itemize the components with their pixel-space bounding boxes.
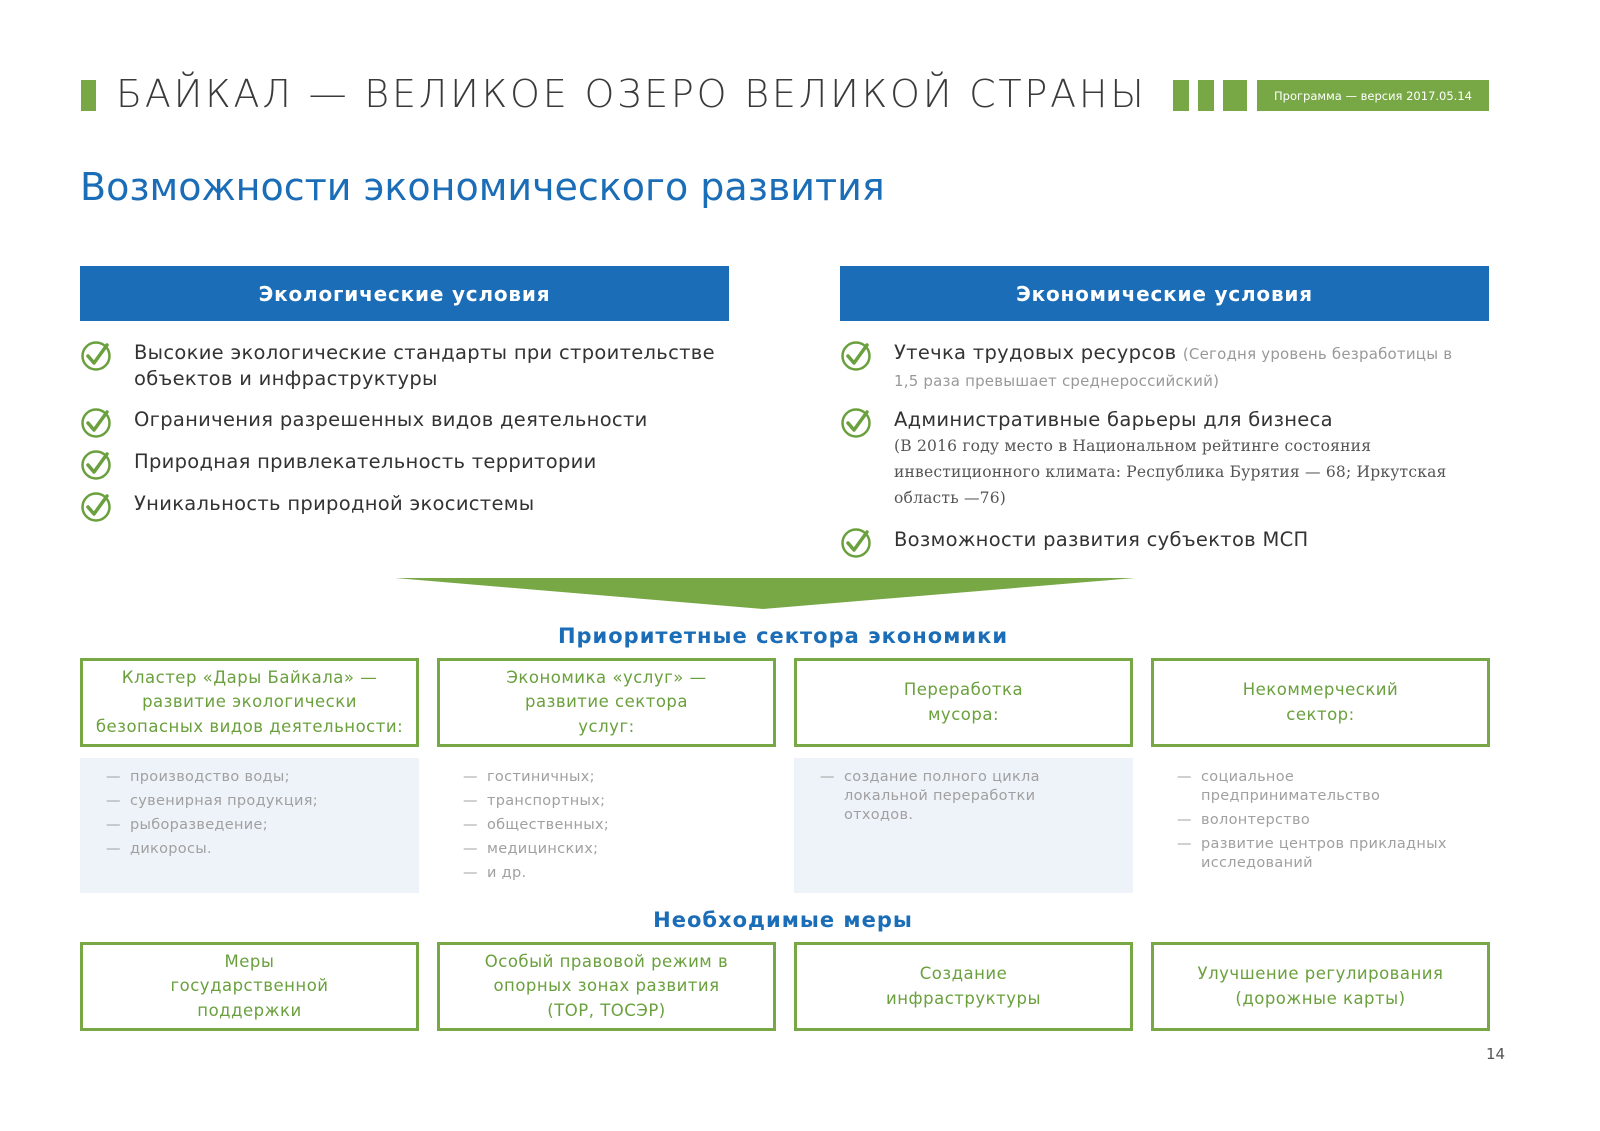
list-item: — дикоросы.: [106, 841, 212, 857]
check-icon: [80, 407, 112, 439]
measure-text: Улучшение регулирования (дорожные карты): [1197, 964, 1444, 1008]
sector-title: Некоммерческий сектор:: [1242, 680, 1399, 724]
page-number: 14: [1486, 1045, 1506, 1063]
eco-condition-item: [80, 407, 740, 439]
measure-text: Меры государственной поддержки: [170, 951, 329, 1020]
econ-condition-note: (В 2016 году место в Национальном рейтинге состояния инвестиционного климата: Республика Бурятия — 68; Иркутская область —76): [894, 437, 1447, 507]
eco-condition-item: [80, 491, 740, 523]
list-item: — сувенирная продукция;: [106, 793, 318, 809]
measure-box: [1151, 942, 1490, 1031]
check-icon: [80, 491, 112, 523]
down-arrow-icon: [395, 578, 1135, 610]
header-square-3: [1223, 80, 1247, 111]
list-item: — общественных;: [463, 817, 610, 833]
econ-condition-item: [840, 340, 1480, 394]
sector-box: [1151, 658, 1490, 747]
list-item: — медицинских;: [463, 841, 599, 857]
measure-text: Особый правовой режим в опорных зонах развития (ТОР, ТОСЭР): [484, 951, 729, 1020]
required-measures-title: Необходимые меры: [653, 908, 913, 932]
sector-title: Экономика «услуг» — развитие сектора услуг:: [506, 667, 707, 736]
sector-list: [437, 758, 776, 893]
measure-text: Создание инфраструктуры: [886, 964, 1041, 1008]
list-item: — рыборазведение;: [106, 817, 268, 833]
page-title: Возможности экономического развития: [80, 165, 885, 209]
version-badge: Программа — версия 2017.05.14: [1257, 80, 1489, 111]
sector-title: Кластер «Дары Байкала» — развитие экологически безопасных видов деятельности:: [95, 667, 404, 736]
sector-box: [80, 658, 419, 747]
sector-list: [1151, 758, 1490, 893]
econ-condition-note: (Сегодня уровень безработицы в 1,5 раза превышает среднероссийский): [894, 345, 1453, 390]
list-item: — и др.: [463, 865, 527, 881]
sector-list: [80, 758, 419, 893]
header-square-2: [1198, 80, 1214, 111]
economic-conditions-header: Экономические условия: [840, 266, 1489, 321]
check-icon: [80, 449, 112, 481]
list-item: — производство воды;: [106, 769, 290, 785]
eco-condition-text: Природная привлекательность территории: [134, 450, 597, 473]
check-icon: [840, 527, 872, 559]
sector-box: [437, 658, 776, 747]
sector-box: [794, 658, 1133, 747]
priority-sectors-title: Приоритетные сектора экономики: [557, 624, 1009, 648]
eco-condition-item: [80, 340, 740, 392]
sector-list: [794, 758, 1133, 893]
check-icon: [80, 340, 112, 372]
eco-condition-item: [80, 449, 740, 481]
econ-condition-item: [840, 407, 1450, 511]
list-item: — транспортных;: [463, 793, 606, 809]
econ-condition-text: Утечка трудовых ресурсов: [894, 341, 1177, 364]
header-accent-bar: [81, 80, 96, 111]
measure-box: [437, 942, 776, 1031]
check-icon: [840, 340, 872, 372]
list-item: — волонтерство: [1177, 812, 1311, 828]
measure-box: [794, 942, 1133, 1031]
eco-condition-text: Ограничения разрешенных видов деятельности: [134, 408, 648, 431]
ecological-conditions-header: Экологические условия: [80, 266, 729, 321]
header-square-1: [1173, 80, 1189, 111]
document-title: БАЙКАЛ — ВЕЛИКОЕ ОЗЕРО ВЕЛИКОЙ СТРАНЫ: [116, 72, 1147, 116]
econ-condition-item: [840, 527, 1480, 559]
sector-title: Переработка мусора:: [903, 680, 1024, 724]
measure-box: [80, 942, 419, 1031]
list-item: — социальное предпринимательство: [1177, 769, 1381, 804]
check-icon: [840, 407, 872, 439]
list-item: — развитие центров прикладных исследований: [1177, 836, 1447, 871]
econ-condition-text: Административные барьеры для бизнеса: [894, 408, 1333, 431]
list-item: — гостиничных;: [463, 769, 595, 785]
eco-condition-text: Уникальность природной экосистемы: [134, 492, 535, 515]
econ-condition-text: Возможности развития субъектов МСП: [894, 528, 1309, 551]
eco-condition-text: Высокие экологические стандарты при строительстве объектов и инфраструктуры: [134, 341, 715, 390]
list-item: — создание полного цикла локальной переработки отходов.: [820, 769, 1040, 823]
